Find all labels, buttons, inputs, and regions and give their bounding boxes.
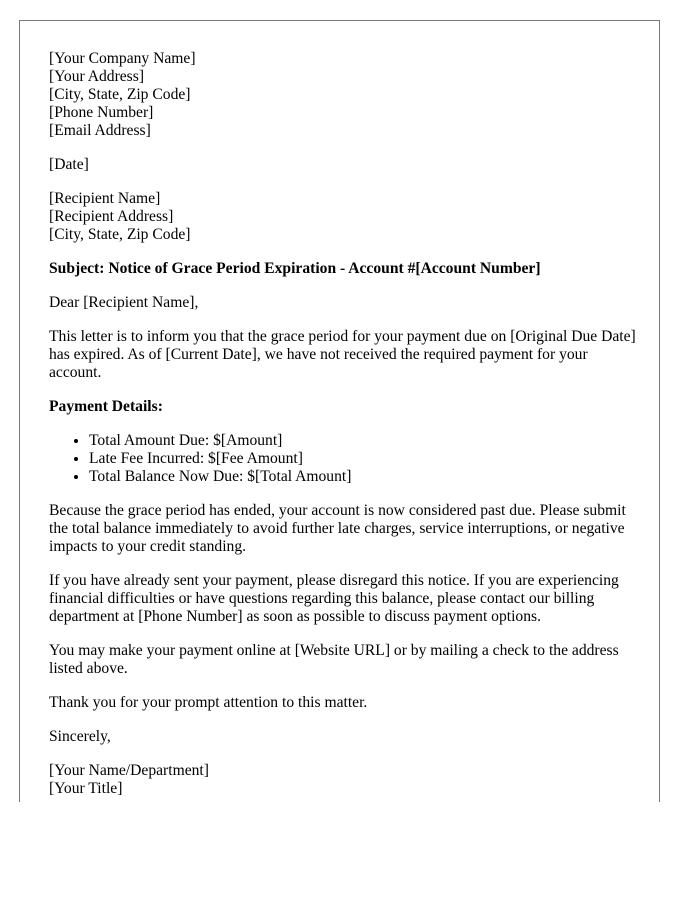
recipient-block — [49, 190, 639, 244]
sender-block — [49, 50, 639, 140]
body-paragraph-2: Because the grace period has ended, your account is now considered past due. Please submit the total balance immediately to avoid further late charges, service interruptions, or negative impacts to your credit standing. — [49, 502, 626, 555]
body-paragraph-4: You may make your payment online at [Website URL] or by mailing a check to the address listed above. — [49, 642, 619, 677]
body-paragraph-5: Thank you for your prompt attention to this matter. — [49, 694, 368, 711]
closing: Sincerely, — [49, 728, 111, 745]
payment-details-list — [49, 432, 639, 486]
signature-block — [49, 762, 639, 798]
signature-title: [Your Title] — [49, 780, 123, 797]
payment-details-heading: Payment Details: — [49, 398, 163, 415]
list-item: • Total Balance Now Due: $[Total Amount] — [89, 468, 639, 486]
body-paragraph-1: This letter is to inform you that the grace period for your payment due on [Original Due Date] has expired. As of [Current Date], we have not received the required payment for your account. — [49, 328, 636, 381]
sender-company: [Your Company Name] — [49, 50, 196, 67]
recipient-address: [Recipient Address] — [49, 208, 174, 225]
sender-address: [Your Address] — [49, 68, 145, 85]
recipient-city-state-zip: [City, State, Zip Code] — [49, 226, 191, 243]
body-paragraph-3: If you have already sent your payment, please disregard this notice. If you are experiencing financial difficulties or have questions regarding this balance, please contact our billing department at [Phone Number] as soon as possible to discuss payment options. — [49, 572, 619, 625]
letter-date: [Date] — [49, 156, 89, 173]
subject-line: Subject: Notice of Grace Period Expiration - Account #[Account Number] — [49, 260, 541, 277]
letter-page — [19, 20, 660, 802]
list-item: • Late Fee Incurred: $[Fee Amount] — [89, 450, 639, 468]
signature-name: [Your Name/Department] — [49, 762, 209, 779]
salutation: Dear [Recipient Name], — [49, 294, 199, 311]
sender-email: [Email Address] — [49, 122, 151, 139]
sender-phone: [Phone Number] — [49, 104, 154, 121]
recipient-name: [Recipient Name] — [49, 190, 161, 207]
list-item: • Total Amount Due: $[Amount] — [89, 432, 639, 450]
sender-city-state-zip: [City, State, Zip Code] — [49, 86, 191, 103]
